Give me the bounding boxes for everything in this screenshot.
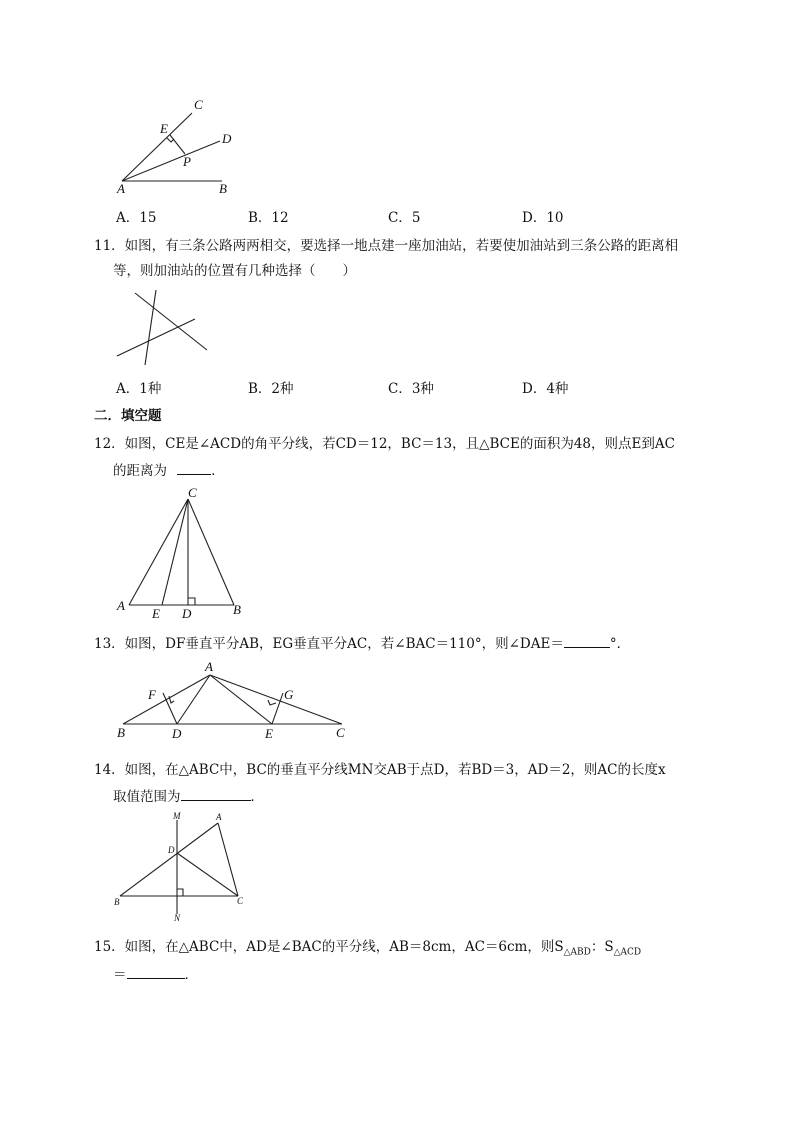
side-ac bbox=[129, 499, 188, 605]
q15-stem-end: ． bbox=[184, 967, 198, 983]
q11-option-a[interactable]: A．1种 bbox=[116, 381, 162, 397]
label-f: F bbox=[148, 687, 156, 702]
q15-answer-blank[interactable] bbox=[127, 964, 185, 979]
q11-option-b[interactable]: B．2种 bbox=[248, 381, 294, 397]
q13-stem-text: 13．如图，DF垂直平分AB，EG垂直平分AC，若∠BAC＝110°，则∠DAE＝ bbox=[94, 636, 564, 652]
q12-stem-line2 bbox=[113, 459, 225, 479]
label-b: B bbox=[114, 897, 120, 907]
q10-option-c[interactable]: C．5 bbox=[388, 210, 421, 226]
label-d: D bbox=[222, 131, 232, 146]
section-title: 二．填空题 bbox=[94, 408, 162, 424]
label-n: N bbox=[174, 913, 181, 923]
q13-stem bbox=[94, 632, 630, 652]
label-b: B bbox=[117, 725, 125, 740]
side-ac bbox=[210, 675, 342, 724]
q12-stem-line1: 12．如图，CE是∠ACD的角平分线，若CD＝12，BC＝13，且△BCE的面积为48，则点E到AC bbox=[94, 436, 675, 452]
ray-ad bbox=[122, 141, 220, 181]
q11-stem-line1: 11．如图，有三条公路两两相交，要选择一地点建一座加油站，若要使加油站到三条公路的距离相 bbox=[94, 238, 679, 254]
q15-sub-acd: △ACD bbox=[613, 947, 642, 958]
q14-stem-line2 bbox=[113, 785, 264, 805]
label-d: D bbox=[168, 845, 175, 855]
label-c: C bbox=[194, 97, 203, 112]
q15-stem-line1 bbox=[94, 935, 641, 958]
q14-stem-end: ． bbox=[250, 789, 264, 805]
label-b: B bbox=[233, 602, 241, 617]
q15-eq: ＝ bbox=[113, 967, 127, 983]
label-p: P bbox=[183, 154, 191, 169]
right-angle-mark-g bbox=[268, 700, 276, 705]
right-angle-mark bbox=[177, 889, 183, 896]
segment-pe bbox=[170, 135, 185, 154]
label-e: E bbox=[152, 606, 160, 621]
road-1 bbox=[145, 290, 156, 365]
q11-figure bbox=[113, 285, 213, 370]
q11-stem-line2: 等，则加油站的位置有几种选择（ ） bbox=[113, 263, 356, 279]
label-a: A bbox=[205, 659, 213, 674]
label-g: G bbox=[284, 687, 294, 702]
q15-sub-abd: △ABD bbox=[563, 947, 591, 958]
road-2 bbox=[135, 293, 207, 350]
label-c: C bbox=[188, 485, 197, 500]
q15-colon: ：S bbox=[590, 939, 614, 955]
q10-option-d[interactable]: D．10 bbox=[522, 210, 564, 226]
label-b: B bbox=[219, 181, 227, 196]
q10-option-a[interactable]: A．15 bbox=[116, 210, 157, 226]
q12-stem-end: ． bbox=[211, 463, 225, 479]
q11-option-c[interactable]: C．3种 bbox=[388, 381, 434, 397]
segment-dc bbox=[177, 853, 238, 896]
right-angle-mark bbox=[188, 598, 195, 605]
q11-option-d[interactable]: D．4种 bbox=[522, 381, 569, 397]
road-3 bbox=[117, 319, 195, 356]
q12-stem-text: 的距离为 bbox=[113, 463, 167, 479]
q14-stem-line1: 14．如图，在△ABC中，BC的垂直平分线MN交AB于点D，若BD＝3，AD＝2，则AC的长度x bbox=[94, 762, 666, 778]
q12-answer-blank[interactable] bbox=[177, 460, 211, 475]
label-e: E bbox=[160, 121, 168, 136]
q13-answer-blank[interactable] bbox=[564, 633, 610, 648]
label-c: C bbox=[237, 896, 244, 906]
label-a: A bbox=[117, 598, 125, 613]
label-e: E bbox=[265, 726, 273, 741]
label-m: M bbox=[173, 811, 181, 821]
segment-ce bbox=[162, 499, 188, 605]
q15-stem-line2 bbox=[113, 963, 198, 983]
q14-stem-text: 取值范围为 bbox=[113, 789, 181, 805]
ray-ac bbox=[122, 113, 192, 181]
q13-stem-end: °． bbox=[609, 636, 631, 652]
label-a: A bbox=[216, 812, 222, 822]
label-c: C bbox=[336, 725, 345, 740]
q14-figure bbox=[110, 808, 250, 923]
bisector-eg bbox=[272, 693, 283, 724]
label-d: D bbox=[172, 726, 182, 741]
segment-ad bbox=[177, 675, 210, 724]
q14-answer-blank[interactable] bbox=[181, 786, 251, 801]
q15-stem-text: 15．如图，在△ABC中，AD是∠BAC的平分线，AB＝8cm，AC＝6cm，则S bbox=[94, 939, 564, 955]
q13-figure bbox=[115, 658, 355, 743]
q12-figure bbox=[115, 484, 250, 624]
side-ac bbox=[218, 823, 238, 896]
q10-option-b[interactable]: B．12 bbox=[248, 210, 289, 226]
side-bc bbox=[188, 499, 234, 605]
label-a: A bbox=[117, 181, 125, 196]
side-ba bbox=[120, 823, 218, 896]
segment-ae bbox=[210, 675, 272, 724]
q10-figure bbox=[110, 95, 250, 200]
label-d: D bbox=[182, 606, 192, 621]
